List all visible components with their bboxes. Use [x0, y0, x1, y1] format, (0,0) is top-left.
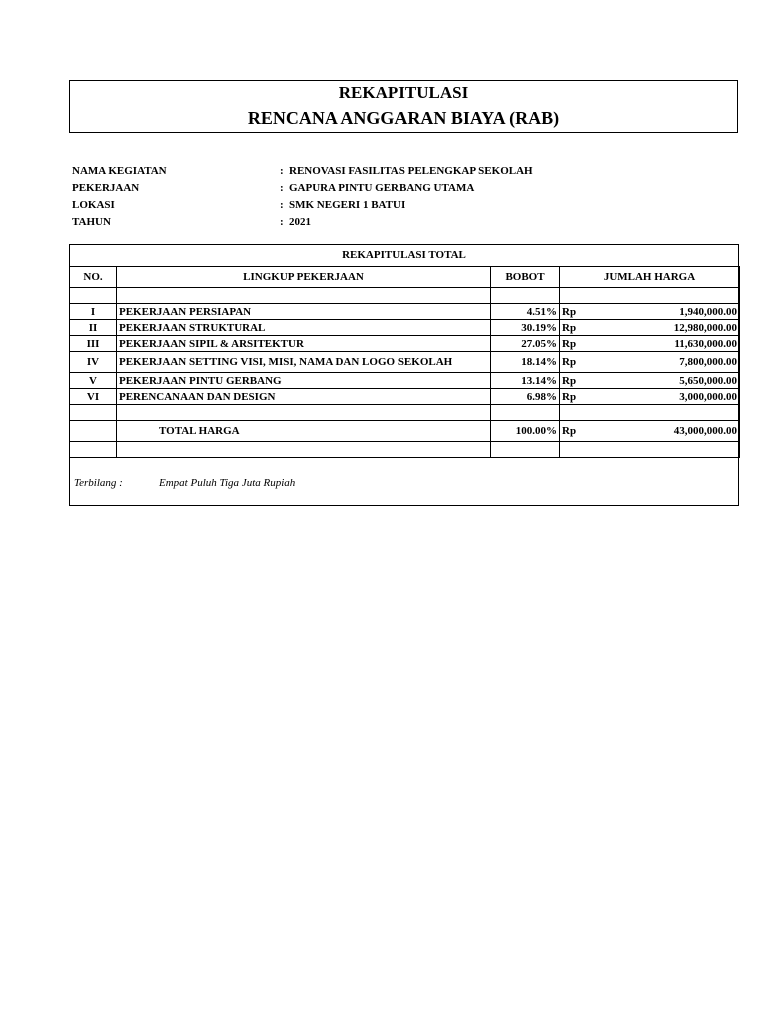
info-value: 2021 [289, 216, 311, 228]
document-title-box [69, 80, 738, 133]
row-weight: 6.98% [491, 389, 560, 405]
recap-title: REKAPITULASI TOTAL [342, 249, 466, 261]
row-currency: Rp [560, 389, 600, 405]
info-row-location [72, 197, 572, 214]
info-value: RENOVASI FASILITAS PELENGKAP SEKOLAH [289, 165, 533, 177]
row-no: II [70, 320, 117, 336]
column-header-scope: LINGKUP PEKERJAAN [117, 267, 491, 288]
info-row-activity [72, 163, 572, 180]
info-row-work [72, 180, 572, 197]
empty-cell [560, 442, 600, 458]
empty-cell [600, 442, 740, 458]
total-label: TOTAL HARGA [117, 421, 491, 442]
row-weight: 30.19% [491, 320, 560, 336]
table-row [70, 304, 740, 320]
empty-cell [70, 288, 117, 304]
info-colon: : [280, 199, 284, 211]
row-scope: PERENCANAAN DAN DESIGN [117, 389, 491, 405]
empty-cell [600, 288, 740, 304]
empty-cell [117, 405, 491, 421]
row-amount: 5,650,000.00 [600, 373, 740, 389]
row-currency: Rp [560, 304, 600, 320]
empty-cell [491, 288, 560, 304]
info-label: LOKASI [72, 199, 115, 211]
row-no: IV [70, 352, 117, 373]
column-header-weight: BOBOT [491, 267, 560, 288]
row-weight: 4.51% [491, 304, 560, 320]
row-scope: PEKERJAAN PERSIAPAN [117, 304, 491, 320]
total-currency: Rp [560, 421, 600, 442]
row-no: I [70, 304, 117, 320]
empty-cell [491, 405, 560, 421]
column-header-amount: JUMLAH HARGA [560, 267, 740, 288]
row-currency: Rp [560, 336, 600, 352]
empty-cell [70, 405, 117, 421]
row-currency: Rp [560, 373, 600, 389]
total-row [70, 421, 740, 442]
row-amount: 12,980,000.00 [600, 320, 740, 336]
info-value: SMK NEGERI 1 BATUI [289, 199, 406, 211]
empty-cell [560, 288, 600, 304]
table-row [70, 352, 740, 373]
row-weight: 13.14% [491, 373, 560, 389]
row-scope: PEKERJAAN PINTU GERBANG [117, 373, 491, 389]
table-header-row [70, 267, 740, 288]
info-label: TAHUN [72, 216, 111, 228]
row-no: III [70, 336, 117, 352]
empty-cell [560, 405, 600, 421]
empty-cell [600, 405, 740, 421]
column-header-no: NO. [70, 267, 117, 288]
empty-cell [491, 442, 560, 458]
recap-table [69, 266, 740, 458]
row-currency: Rp [560, 352, 600, 373]
table-spacer-row [70, 405, 740, 421]
row-weight: 27.05% [491, 336, 560, 352]
table-spacer-row [70, 442, 740, 458]
amount-in-words-value: Empat Puluh Tiga Juta Rupiah [159, 477, 296, 489]
total-amount: 43,000,000.00 [600, 421, 740, 442]
table-row [70, 336, 740, 352]
table-row [70, 320, 740, 336]
empty-cell [117, 288, 491, 304]
document-subtitle: RENCANA ANGGARAN BIAYA (RAB) [247, 108, 560, 128]
row-amount: 7,800,000.00 [600, 352, 740, 373]
row-scope: PEKERJAAN SETTING VISI, MISI, NAMA DAN LOGO SEKOLAH [117, 352, 491, 373]
row-no: V [70, 373, 117, 389]
row-amount: 11,630,000.00 [600, 336, 740, 352]
row-scope: PEKERJAAN STRUKTURAL [117, 320, 491, 336]
table-row [70, 373, 740, 389]
info-label: NAMA KEGIATAN [72, 165, 167, 177]
row-weight: 18.14% [491, 352, 560, 373]
row-amount: 1,940,000.00 [600, 304, 740, 320]
info-value: GAPURA PINTU GERBANG UTAMA [289, 182, 475, 194]
total-weight: 100.00% [491, 421, 560, 442]
empty-cell [70, 442, 117, 458]
info-row-year [72, 214, 572, 231]
info-colon: : [280, 216, 284, 228]
amount-in-words-label: Terbilang : [74, 477, 123, 489]
row-no: VI [70, 389, 117, 405]
project-info [72, 163, 572, 231]
info-colon: : [280, 182, 284, 194]
row-amount: 3,000,000.00 [600, 389, 740, 405]
table-spacer-row [70, 288, 740, 304]
recap-section [69, 244, 739, 506]
row-currency: Rp [560, 320, 600, 336]
table-row [70, 389, 740, 405]
empty-cell [117, 442, 491, 458]
empty-cell [70, 421, 117, 442]
row-scope: PEKERJAAN SIPIL & ARSITEKTUR [117, 336, 491, 352]
document-title: REKAPITULASI [338, 83, 469, 102]
info-colon: : [280, 165, 284, 177]
info-label: PEKERJAAN [72, 182, 140, 194]
